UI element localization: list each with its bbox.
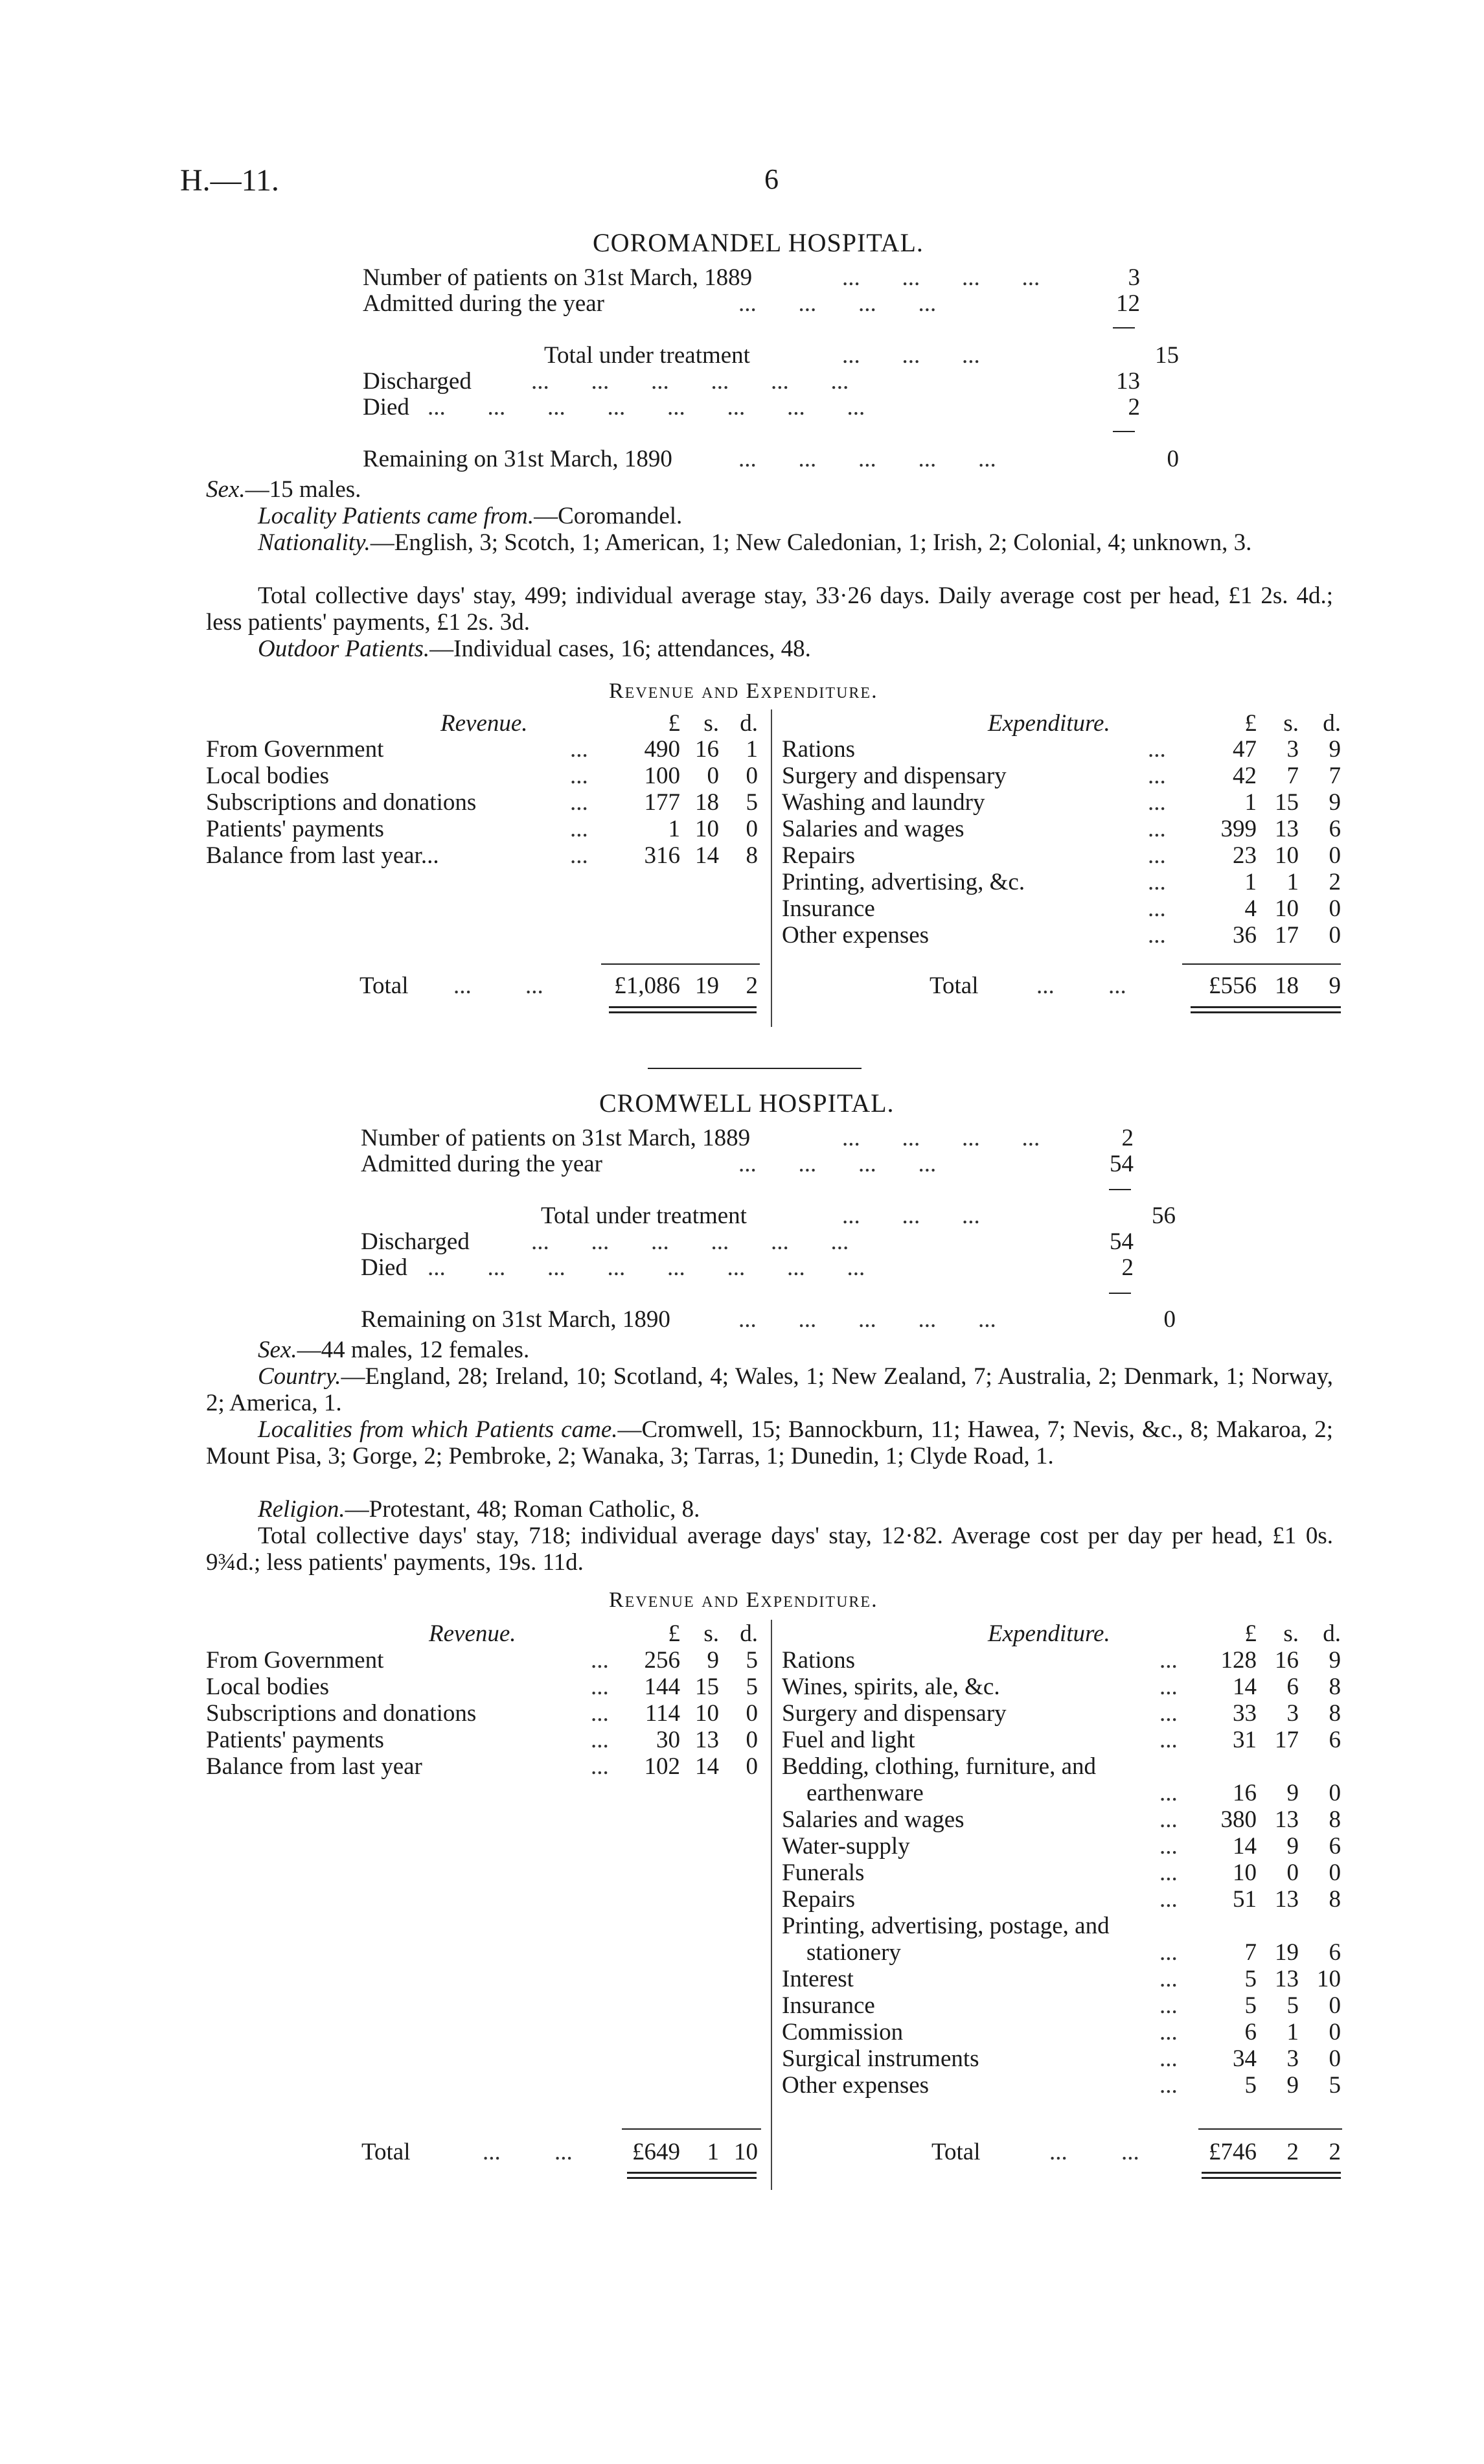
amount-pence: 0 [1329, 2019, 1341, 2045]
account-row-label: Repairs [782, 842, 856, 869]
cromwell-sex: Sex.—44 males, 12 females. [258, 1337, 530, 1363]
amount-shillings: 13 [1275, 1806, 1299, 1833]
amount-shillings: 0 [707, 763, 719, 789]
col-d: d. [1323, 710, 1341, 737]
stat-value: 0 [1163, 1306, 1176, 1333]
account-row-label: Rations [782, 1647, 856, 1674]
stat-value: 0 [1167, 446, 1179, 472]
account-row-label: Interest [782, 1966, 854, 1992]
account-row-label: Other expenses [782, 2072, 930, 2099]
amount-pounds: 114 [645, 1700, 680, 1727]
coromandel-stay: Total collective days' stay, 499; individual average stay, 33·26 days. Daily average cost per head, £1 2s. 4d.; less patients' payments, £1 2s. 3d. [206, 582, 1333, 636]
stat-label: Admitted during the year [363, 290, 604, 317]
leader-dots: ... [1159, 1966, 1178, 1992]
amount-shillings: 10 [1275, 895, 1299, 922]
amount-pence: 6 [1329, 1727, 1341, 1753]
stat-value: 54 [1110, 1151, 1134, 1177]
stat-value: 2 [1121, 1125, 1134, 1151]
col-l: £ [1244, 1620, 1257, 1647]
leader-dots: ... [570, 842, 588, 869]
cromwell-re-title: Revenue and Expenditure. [609, 1588, 878, 1612]
revenue-total-l: £649 [632, 2139, 680, 2165]
expenditure-total-l: £746 [1209, 2139, 1257, 2165]
stat-label: Died [361, 1254, 407, 1281]
amount-pounds: 14 [1233, 1833, 1257, 1860]
amount-pounds: 256 [644, 1647, 680, 1674]
amount-pence: 1 [746, 736, 758, 763]
amount-pounds: 31 [1233, 1727, 1257, 1753]
expenditure-total-label: Total [931, 2139, 981, 2165]
amount-pounds: 5 [1244, 2072, 1257, 2099]
amount-shillings: 5 [1286, 1992, 1299, 2019]
amount-pounds: 490 [644, 736, 680, 763]
expenditure-total-label: Total [930, 973, 979, 999]
stat-label: Remaining on 31st March, 1890 [361, 1306, 670, 1333]
amount-shillings: 6 [1286, 1674, 1299, 1700]
stat-value: 54 [1110, 1228, 1134, 1255]
col-l: £ [668, 710, 680, 737]
account-row-label: Rations [782, 736, 856, 763]
leader-dots: ... [570, 789, 588, 816]
account-row-label: Repairs [782, 1886, 856, 1913]
amount-pounds: 6 [1244, 2019, 1257, 2045]
leader-dots: ... [1159, 1727, 1178, 1753]
amount-pounds: 5 [1244, 1992, 1257, 2019]
amount-pounds: 36 [1233, 922, 1257, 949]
col-l: £ [1244, 710, 1257, 737]
revenue-total-s: 19 [695, 973, 719, 999]
amount-pounds: 51 [1233, 1886, 1257, 1913]
coromandel-nationality: Nationality.—English, 3; Scotch, 1; American, 1; New Caledonian, 1; Irish, 2; Colonial, 4; unknown, 3. [258, 529, 1252, 556]
amount-pence: 10 [1317, 1966, 1341, 1992]
amount-pence: 0 [1329, 2045, 1341, 2072]
revenue-total-label: Total [361, 2139, 411, 2165]
amount-pence: 9 [1329, 736, 1341, 763]
account-row-label: Local bodies [206, 763, 330, 789]
revenue-heading: Revenue. [429, 1620, 516, 1647]
amount-pence: 0 [1329, 922, 1341, 949]
amount-pounds: 144 [644, 1674, 680, 1700]
stat-label: Number of patients on 31st March, 1889 [363, 264, 753, 291]
col-d: d. [740, 1620, 758, 1647]
account-row-label: Balance from last year... [206, 842, 439, 869]
account-row-label-cont: stationery [806, 1939, 901, 1966]
amount-shillings: 15 [695, 1674, 719, 1700]
revenue-total-d: 2 [746, 973, 758, 999]
amount-pence: 0 [746, 1700, 758, 1727]
col-d: d. [1323, 1620, 1341, 1647]
stat-label: Admitted during the year [361, 1151, 602, 1177]
amount-pence: 6 [1329, 1833, 1341, 1860]
amount-pounds: 23 [1233, 842, 1257, 869]
stat-label: Total under treatment [544, 342, 750, 369]
amount-shillings: 18 [695, 789, 719, 816]
leader-dots: ... [591, 1700, 609, 1727]
amount-pounds: 30 [656, 1727, 680, 1753]
account-row-label: Surgery and dispensary [782, 1700, 1007, 1727]
leader-dots: ... [1159, 1674, 1178, 1700]
leader-dots: ... [1159, 2019, 1178, 2045]
account-row-label: Salaries and wages [782, 1806, 965, 1833]
leader-dots: ... [570, 736, 588, 763]
amount-pounds: 177 [644, 789, 680, 816]
account-row-label-cont: earthenware [806, 1780, 924, 1806]
account-row-label: Washing and laundry [782, 789, 985, 816]
amount-pence: 0 [746, 1727, 758, 1753]
amount-pounds: 1 [1244, 869, 1257, 895]
account-row-label: Patients' payments [206, 1727, 384, 1753]
account-row-label: Water-supply [782, 1833, 910, 1860]
amount-shillings: 9 [1286, 1833, 1299, 1860]
amount-pence: 7 [1329, 763, 1341, 789]
amount-pounds: 10 [1233, 1860, 1257, 1886]
expenditure-total-d: 2 [1329, 2139, 1341, 2165]
account-row-label: Printing, advertising, &c. [782, 869, 1025, 895]
account-row-label: Salaries and wages [782, 816, 965, 842]
expenditure-total-s: 2 [1286, 2139, 1299, 2165]
leader-dots: ... [591, 1727, 609, 1753]
leader-dots: ... [1148, 922, 1166, 949]
leader-dots: ... [1148, 842, 1166, 869]
leader-dots: ... [1159, 1833, 1178, 1860]
leader-dots: ... [1148, 895, 1166, 922]
leader-dots: ... [570, 763, 588, 789]
amount-pence: 0 [1329, 842, 1341, 869]
amount-pence: 8 [1329, 1700, 1341, 1727]
amount-pence: 2 [1329, 869, 1341, 895]
amount-shillings: 13 [1275, 1966, 1299, 1992]
account-row-label: Printing, advertising, postage, and [782, 1913, 1110, 1939]
stat-label: Remaining on 31st March, 1890 [363, 446, 672, 472]
account-row-label: Other expenses [782, 922, 930, 949]
col-s: s. [703, 710, 719, 737]
amount-shillings: 10 [695, 1700, 719, 1727]
account-row-label: Local bodies [206, 1674, 330, 1700]
stat-label: Number of patients on 31st March, 1889 [361, 1125, 751, 1151]
account-row-label: Insurance [782, 1992, 875, 2019]
amount-pounds: 1 [1244, 789, 1257, 816]
leader-dots: ... [591, 1674, 609, 1700]
col-l: £ [668, 1620, 680, 1647]
amount-pence: 0 [1329, 895, 1341, 922]
leader-dots: ... [1148, 869, 1166, 895]
amount-pounds: 399 [1220, 816, 1257, 842]
account-row-label: Patients' payments [206, 816, 384, 842]
amount-pounds: 380 [1220, 1806, 1257, 1833]
leader-dots: ... [1159, 1647, 1178, 1674]
leader-dots: ... [1159, 2045, 1178, 2072]
leader-dots: ... [1159, 1886, 1178, 1913]
amount-shillings: 15 [1275, 789, 1299, 816]
col-s: s. [1283, 710, 1299, 737]
stat-value: 3 [1128, 264, 1140, 291]
amount-shillings: 9 [1286, 2072, 1299, 2099]
leader-dots: ... [570, 816, 588, 842]
amount-pence: 6 [1329, 816, 1341, 842]
account-row-label: Wines, spirits, ale, &c. [782, 1674, 1000, 1700]
account-row-label: From Government [206, 736, 384, 763]
leader-dots: ... [591, 1753, 609, 1780]
col-d: d. [740, 710, 758, 737]
leader-dots: ... [1159, 1992, 1178, 2019]
amount-pence: 9 [1329, 789, 1341, 816]
amount-shillings: 13 [1275, 1886, 1299, 1913]
amount-pence: 5 [1329, 2072, 1341, 2099]
amount-shillings: 9 [707, 1647, 719, 1674]
amount-shillings: 16 [1275, 1647, 1299, 1674]
stat-value: 56 [1152, 1203, 1176, 1229]
page-header-ref: H.—11. [180, 163, 279, 198]
amount-pence: 5 [746, 789, 758, 816]
amount-pence: 8 [1329, 1806, 1341, 1833]
leader-dots: ... [1148, 736, 1166, 763]
cromwell-country: Country.—England, 28; Ireland, 10; Scotland, 4; Wales, 1; New Zealand, 7; Australia, 2; Denmark, 1; Norway, 2; America, 1. [206, 1363, 1333, 1416]
amount-shillings: 7 [1286, 763, 1299, 789]
amount-pence: 8 [746, 842, 758, 869]
coromandel-re-title: Revenue and Expenditure. [609, 679, 878, 703]
amount-pounds: 47 [1233, 736, 1257, 763]
col-s: s. [703, 1620, 719, 1647]
amount-shillings: 1 [1286, 869, 1299, 895]
leader-dots: ... [1148, 816, 1166, 842]
amount-pounds: 34 [1233, 2045, 1257, 2072]
amount-pence: 9 [1329, 1647, 1341, 1674]
cromwell-stay: Total collective days' stay, 718; individual average days' stay, 12·82. Average cost per day per head, £1 0s. 9¾d.; less patients' payments, 19s. 11d. [206, 1523, 1333, 1576]
amount-shillings: 17 [1275, 922, 1299, 949]
amount-shillings: 0 [1286, 1860, 1299, 1886]
leader-dots: ... [1159, 2072, 1178, 2099]
account-row-label: Subscriptions and donations [206, 789, 477, 816]
amount-shillings: 14 [695, 842, 719, 869]
stat-value: 2 [1128, 394, 1140, 420]
account-row-label: From Government [206, 1647, 384, 1674]
revenue-total-s: 1 [707, 2139, 719, 2165]
stat-label: Total under treatment [541, 1203, 747, 1229]
account-row-label: Surgical instruments [782, 2045, 979, 2072]
amount-shillings: 13 [1275, 816, 1299, 842]
account-row-label: Bedding, clothing, furniture, and [782, 1753, 1097, 1780]
amount-shillings: 13 [695, 1727, 719, 1753]
account-row-label: Commission [782, 2019, 904, 2045]
amount-shillings: 3 [1286, 1700, 1299, 1727]
coromandel-locality: Locality Patients came from.—Coromandel. [258, 503, 683, 529]
amount-shillings: 19 [1275, 1939, 1299, 1966]
amount-shillings: 16 [695, 736, 719, 763]
account-row-label: Fuel and light [782, 1727, 915, 1753]
amount-shillings: 10 [1275, 842, 1299, 869]
page-number: 6 [764, 163, 779, 195]
amount-pounds: 100 [644, 763, 680, 789]
stat-value: 2 [1121, 1254, 1134, 1281]
cromwell-localities: Localities from which Patients came.—Cromwell, 15; Bannockburn, 11; Hawea, 7; Nevis, &c., 8; Makaroa, 2; Mount Pisa, 3; Gorge, 2; Pembroke, 2; Wanaka, 3; Tarras, 1; Dunedin, 1; Clyde Road, 1. [206, 1416, 1333, 1469]
amount-pounds: 5 [1244, 1966, 1257, 1992]
leader-dots: ... [591, 1647, 609, 1674]
leader-dots: ... [1159, 1780, 1178, 1806]
stat-value: 12 [1116, 290, 1140, 317]
leader-dots: ... [1159, 1806, 1178, 1833]
amount-pence: 0 [1329, 1780, 1341, 1806]
expenditure-total-d: 9 [1329, 973, 1341, 999]
amount-pence: 0 [746, 1753, 758, 1780]
account-row-label: Surgery and dispensary [782, 763, 1007, 789]
amount-shillings: 10 [695, 816, 719, 842]
cromwell-religion: Religion.—Protestant, 48; Roman Catholic, 8. [258, 1496, 700, 1523]
stat-value: 15 [1155, 342, 1179, 369]
amount-pence: 6 [1329, 1939, 1341, 1966]
stat-label: Discharged [361, 1228, 470, 1255]
amount-pence: 8 [1329, 1886, 1341, 1913]
amount-pence: 5 [746, 1674, 758, 1700]
amount-pounds: 1 [668, 816, 680, 842]
expenditure-heading: Expenditure. [988, 1620, 1110, 1647]
amount-pounds: 33 [1233, 1700, 1257, 1727]
amount-pounds: 16 [1233, 1780, 1257, 1806]
cromwell-title: CROMWELL HOSPITAL. [599, 1088, 895, 1118]
revenue-total-label: Total [360, 973, 409, 999]
account-row-label: Subscriptions and donations [206, 1700, 477, 1727]
amount-shillings: 17 [1275, 1727, 1299, 1753]
leader-dots: ... [1159, 1700, 1178, 1727]
amount-pounds: 14 [1233, 1674, 1257, 1700]
leader-dots: ... [1159, 1860, 1178, 1886]
stat-label: Died [363, 394, 409, 420]
amount-shillings: 3 [1286, 736, 1299, 763]
amount-pounds: 42 [1233, 763, 1257, 789]
amount-pence: 0 [1329, 1992, 1341, 2019]
amount-pence: 5 [746, 1647, 758, 1674]
amount-pounds: 102 [644, 1753, 680, 1780]
stat-value: 13 [1116, 368, 1140, 395]
amount-shillings: 9 [1286, 1780, 1299, 1806]
amount-pence: 0 [746, 816, 758, 842]
leader-dots: ... [1148, 789, 1166, 816]
account-row-label: Insurance [782, 895, 875, 922]
account-row-label: Funerals [782, 1860, 865, 1886]
expenditure-total-s: 18 [1275, 973, 1299, 999]
amount-shillings: 1 [1286, 2019, 1299, 2045]
stat-label: Discharged [363, 368, 472, 395]
col-s: s. [1283, 1620, 1299, 1647]
expenditure-heading: Expenditure. [988, 710, 1110, 737]
amount-pence: 0 [1329, 1860, 1341, 1886]
revenue-total-l: £1,086 [614, 973, 680, 999]
coromandel-sex: Sex.—15 males. [206, 476, 361, 503]
expenditure-total-l: £556 [1209, 973, 1257, 999]
amount-shillings: 3 [1286, 2045, 1299, 2072]
amount-pounds: 128 [1220, 1647, 1257, 1674]
revenue-total-d: 10 [734, 2139, 758, 2165]
amount-pounds: 7 [1244, 1939, 1257, 1966]
leader-dots: ... [1148, 763, 1166, 789]
amount-pounds: 316 [644, 842, 680, 869]
amount-pence: 8 [1329, 1674, 1341, 1700]
account-row-label: Balance from last year [206, 1753, 422, 1780]
leader-dots: ... [1159, 1939, 1178, 1966]
amount-shillings: 14 [695, 1753, 719, 1780]
amount-pounds: 4 [1244, 895, 1257, 922]
coromandel-title: COROMANDEL HOSPITAL. [593, 228, 924, 257]
amount-pence: 0 [746, 763, 758, 789]
section-divider [648, 1068, 862, 1069]
coromandel-outdoor: Outdoor Patients.—Individual cases, 16; attendances, 48. [258, 636, 811, 662]
revenue-heading: Revenue. [440, 710, 528, 737]
